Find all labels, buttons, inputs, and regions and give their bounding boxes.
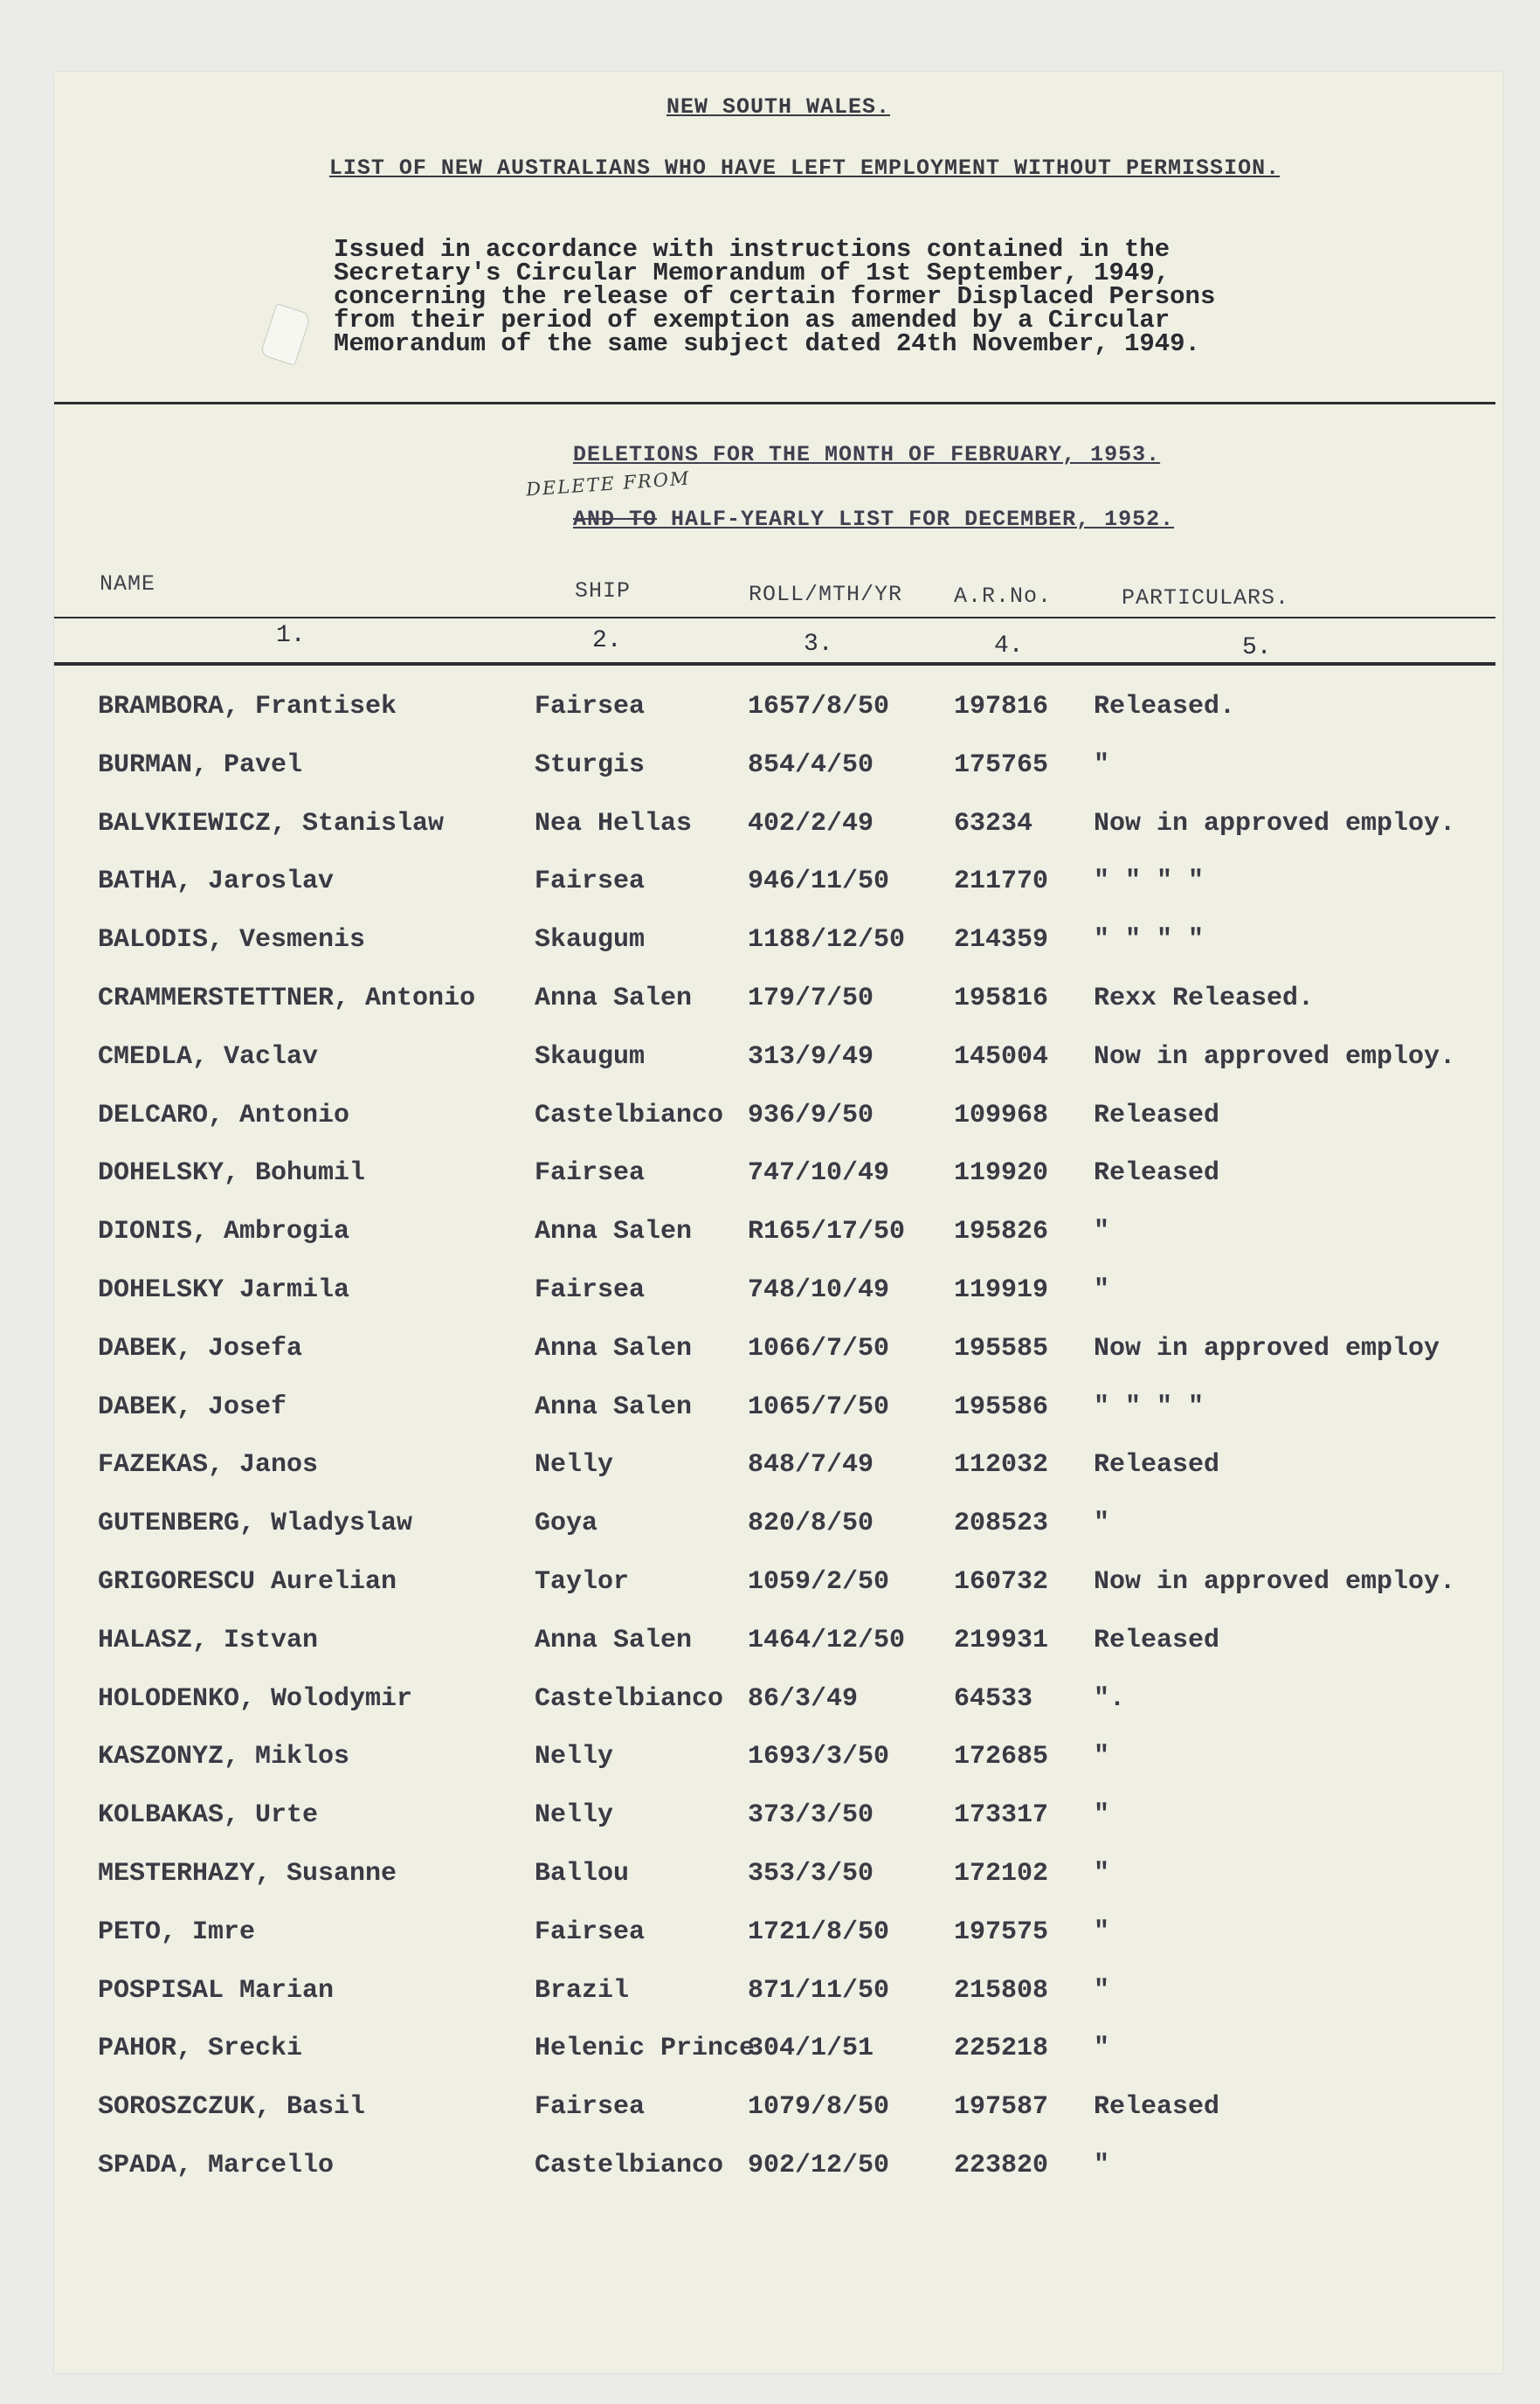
row-ship: Fairsea xyxy=(535,1275,646,1305)
row-ship: Anna Salen xyxy=(535,1392,693,1422)
row-name: POSPISAL Marian xyxy=(98,1975,335,2006)
row-name: SOROSZCZUK, Basil xyxy=(98,2092,366,2123)
row-particulars: Released xyxy=(1094,1625,1220,1655)
row-ar-number: 119920 xyxy=(954,1158,1049,1189)
row-particulars: " xyxy=(1094,1859,1110,1889)
intro-line: concerning the release of certain former Displaced Persons xyxy=(334,282,1216,311)
row-roll: 1657/8/50 xyxy=(748,692,890,722)
table-row xyxy=(54,1101,1502,1150)
row-particulars: " xyxy=(1094,1742,1110,1772)
row-roll: 902/12/50 xyxy=(748,2151,890,2180)
intro-line: Memorandum of the same subject dated 24th November, 1949. xyxy=(334,329,1200,358)
row-ar-number: 195586 xyxy=(954,1392,1049,1422)
row-name: KASZONYZ, Miklos xyxy=(98,1742,350,1772)
row-roll: 313/9/49 xyxy=(748,1041,874,1072)
intro-line: Issued in accordance with instructions contained in the xyxy=(334,235,1171,264)
column-number-2: 2. xyxy=(592,627,622,654)
row-name: PAHOR, Srecki xyxy=(98,2034,303,2064)
row-ar-number: 160732 xyxy=(954,1567,1049,1597)
document-title: NEW SOUTH WALES. xyxy=(666,94,891,120)
row-name: HALASZ, Istvan xyxy=(98,1625,319,1655)
table-row xyxy=(54,1158,1502,1207)
row-ship: Fairsea xyxy=(535,2092,646,2123)
row-particulars: " xyxy=(1094,2034,1110,2064)
row-ar-number: 109968 xyxy=(954,1100,1049,1130)
header-rule-thick xyxy=(54,662,1495,666)
column-number-5: 5. xyxy=(1242,634,1272,661)
row-ship: Anna Salen xyxy=(535,1625,693,1655)
table-row xyxy=(54,1742,1502,1791)
row-name: BRAMBORA, Frantisek xyxy=(98,692,397,722)
row-roll: 747/10/49 xyxy=(748,1158,890,1189)
row-ship: Anna Salen xyxy=(535,984,693,1013)
row-ship: Anna Salen xyxy=(535,1217,693,1247)
row-ship: Anna Salen xyxy=(535,1333,693,1364)
column-header-roll: ROLL/MTH/YR xyxy=(749,582,903,607)
table-row xyxy=(54,1859,1502,1908)
column-header-ship: SHIP xyxy=(575,578,632,604)
row-name: DOHELSKY Jarmila xyxy=(98,1275,350,1305)
row-roll: 304/1/51 xyxy=(748,2034,874,2064)
row-name: HOLODENKO, Wolodymir xyxy=(98,1683,413,1714)
column-header-name: NAME xyxy=(100,571,156,597)
row-ar-number: 215808 xyxy=(954,1975,1049,2006)
row-particulars: Released. xyxy=(1094,692,1236,722)
row-ship: Nea Hellas xyxy=(535,808,693,839)
table-row xyxy=(54,1450,1502,1499)
row-roll: 1464/12/50 xyxy=(748,1625,906,1655)
row-ar-number: 225218 xyxy=(954,2034,1049,2064)
row-roll: R165/17/50 xyxy=(748,1217,906,1247)
row-ship: Brazil xyxy=(535,1975,630,2006)
row-particulars: Now in approved employ xyxy=(1094,1333,1440,1364)
row-particulars: Released xyxy=(1094,2092,1220,2123)
deletions-heading: DELETIONS FOR THE MONTH OF FEBRUARY, 1953. xyxy=(573,442,1161,467)
row-particulars: " xyxy=(1094,1917,1110,1947)
row-ar-number: 197587 xyxy=(954,2092,1049,2123)
row-particulars: " xyxy=(1094,2151,1110,2180)
table-row xyxy=(54,2092,1502,2141)
row-name: GUTENBERG, Wladyslaw xyxy=(98,1509,413,1539)
row-name: CMEDLA, Vaclav xyxy=(98,1041,319,1072)
row-particulars: " xyxy=(1094,1800,1110,1831)
row-name: GRIGORESCU Aurelian xyxy=(98,1567,397,1597)
row-ship: Fairsea xyxy=(535,1917,646,1947)
table-row xyxy=(54,867,1502,915)
table-row xyxy=(54,1042,1502,1091)
table-row xyxy=(54,692,1502,741)
table-row xyxy=(54,984,1502,1033)
row-name: DOHELSKY, Bohumil xyxy=(98,1158,366,1189)
row-particulars: ". xyxy=(1094,1683,1126,1714)
row-particulars: Now in approved employ. xyxy=(1094,1567,1456,1597)
table-row xyxy=(54,925,1502,974)
row-name: CRAMMERSTETTNER, Antonio xyxy=(98,984,476,1013)
row-particulars: " " " " xyxy=(1094,1392,1205,1422)
row-ar-number: 119919 xyxy=(954,1275,1049,1305)
table-row xyxy=(54,2034,1502,2083)
row-particulars: Released xyxy=(1094,1100,1220,1130)
row-particulars: " " " " xyxy=(1094,867,1205,897)
row-roll: 86/3/49 xyxy=(748,1683,859,1714)
row-name: SPADA, Marcello xyxy=(98,2151,335,2180)
row-ar-number: 211770 xyxy=(954,867,1049,897)
table-row xyxy=(54,1626,1502,1675)
row-ar-number: 173317 xyxy=(954,1800,1049,1831)
table-row xyxy=(54,1275,1502,1324)
row-particulars: " xyxy=(1094,1275,1110,1305)
row-ship: Fairsea xyxy=(535,692,646,722)
table-row xyxy=(54,1976,1502,2025)
row-name: BURMAN, Pavel xyxy=(98,750,303,780)
row-ar-number: 112032 xyxy=(954,1450,1049,1481)
row-ar-number: 219931 xyxy=(954,1625,1049,1655)
row-name: KOLBAKAS, Urte xyxy=(98,1800,319,1831)
row-ship: Fairsea xyxy=(535,1158,646,1189)
half-yearly-heading xyxy=(573,507,1174,532)
row-ship: Helenic Prince xyxy=(535,2034,756,2064)
row-roll: 353/3/50 xyxy=(748,1859,874,1889)
row-roll: 854/4/50 xyxy=(748,750,874,780)
row-roll: 373/3/50 xyxy=(748,1800,874,1831)
row-particulars: Now in approved employ. xyxy=(1094,1041,1456,1072)
row-name: MESTERHAZY, Susanne xyxy=(98,1859,397,1889)
row-roll: 946/11/50 xyxy=(748,867,890,897)
row-ar-number: 223820 xyxy=(954,2151,1049,2180)
table-row xyxy=(54,1392,1502,1441)
column-number-4: 4. xyxy=(994,632,1024,660)
row-ship: Fairsea xyxy=(535,867,646,897)
row-roll: 1079/8/50 xyxy=(748,2092,890,2123)
row-roll: 1059/2/50 xyxy=(748,1567,890,1597)
row-name: PETO, Imre xyxy=(98,1917,256,1947)
row-ship: Castelbianco xyxy=(535,1100,724,1130)
row-name: BALODIS, Vesmenis xyxy=(98,925,366,956)
row-ship: Castelbianco xyxy=(535,2151,724,2180)
row-ship: Skaugum xyxy=(535,1041,646,1072)
row-roll: 402/2/49 xyxy=(748,808,874,839)
document-subtitle: LIST OF NEW AUSTRALIANS WHO HAVE LEFT EMPLOYMENT WITHOUT PERMISSION. xyxy=(328,155,1281,181)
row-name: BALVKIEWICZ, Stanislaw xyxy=(98,808,445,839)
row-ship: Nelly xyxy=(535,1742,614,1772)
table-row xyxy=(54,750,1502,799)
column-header-ar: A.R.No. xyxy=(954,584,1053,609)
row-name: FAZEKAS, Janos xyxy=(98,1450,319,1481)
row-name: DELCARO, Antonio xyxy=(98,1100,350,1130)
separator-rule xyxy=(54,402,1495,404)
row-particulars: Released xyxy=(1094,1158,1220,1189)
row-ar-number: 175765 xyxy=(954,750,1049,780)
row-particulars: Released xyxy=(1094,1450,1220,1481)
row-roll: 820/8/50 xyxy=(748,1509,874,1539)
row-ship: Ballou xyxy=(535,1859,630,1889)
row-particulars: " " " " xyxy=(1094,925,1205,956)
struck-text: AND TO xyxy=(573,507,658,532)
row-ship: Castelbianco xyxy=(535,1683,724,1714)
row-ar-number: 64533 xyxy=(954,1683,1033,1714)
row-roll: 1065/7/50 xyxy=(748,1392,890,1422)
row-ship: Sturgis xyxy=(535,750,646,780)
row-particulars: Now in approved employ. xyxy=(1094,808,1456,839)
row-name: DABEK, Josefa xyxy=(98,1333,303,1364)
row-ar-number: 214359 xyxy=(954,925,1049,956)
row-ship: Skaugum xyxy=(535,925,646,956)
row-ship: Goya xyxy=(535,1509,598,1539)
row-roll: 179/7/50 xyxy=(748,984,874,1013)
row-particulars: Rexx Released. xyxy=(1094,984,1315,1013)
column-number-1: 1. xyxy=(276,622,306,649)
row-ar-number: 195585 xyxy=(954,1333,1049,1364)
row-particulars: " xyxy=(1094,1217,1110,1247)
staple-hole xyxy=(259,303,311,366)
row-ar-number: 195816 xyxy=(954,984,1049,1013)
row-roll: 1721/8/50 xyxy=(748,1917,890,1947)
row-roll: 871/11/50 xyxy=(748,1975,890,2006)
row-roll: 1188/12/50 xyxy=(748,925,906,956)
row-ar-number: 172685 xyxy=(954,1742,1049,1772)
row-particulars: " xyxy=(1094,1975,1110,2006)
document-page xyxy=(54,72,1502,2373)
row-particulars: " xyxy=(1094,750,1110,780)
row-ar-number: 172102 xyxy=(954,1859,1049,1889)
handwritten-note: DELETE FROM xyxy=(525,467,692,501)
row-ar-number: 197816 xyxy=(954,692,1049,722)
header-rule xyxy=(54,617,1495,618)
table-row xyxy=(54,1684,1502,1733)
intro-paragraph xyxy=(334,235,1295,358)
intro-line: from their period of exemption as amended by a Circular xyxy=(334,306,1171,335)
row-ar-number: 63234 xyxy=(954,808,1033,839)
row-name: DABEK, Josef xyxy=(98,1392,287,1422)
table-row xyxy=(54,1800,1502,1849)
row-name: BATHA, Jaroslav xyxy=(98,867,335,897)
row-roll: 1066/7/50 xyxy=(748,1333,890,1364)
table-row xyxy=(54,1217,1502,1266)
row-ship: Taylor xyxy=(535,1567,630,1597)
column-number-3: 3. xyxy=(804,631,833,658)
intro-line: Secretary's Circular Memorandum of 1st September, 1949, xyxy=(334,259,1171,287)
row-ship: Nelly xyxy=(535,1800,614,1831)
row-ar-number: 197575 xyxy=(954,1917,1049,1947)
row-roll: 748/10/49 xyxy=(748,1275,890,1305)
row-ar-number: 195826 xyxy=(954,1217,1049,1247)
table-row xyxy=(54,1334,1502,1383)
table-row xyxy=(54,1509,1502,1558)
row-roll: 936/9/50 xyxy=(748,1100,874,1130)
row-name: DIONIS, Ambrogia xyxy=(98,1217,350,1247)
table-row xyxy=(54,1567,1502,1616)
row-ship: Nelly xyxy=(535,1450,614,1481)
row-ar-number: 145004 xyxy=(954,1041,1049,1072)
row-ar-number: 208523 xyxy=(954,1509,1049,1539)
table-row xyxy=(54,1917,1502,1966)
table-row xyxy=(54,809,1502,858)
row-roll: 848/7/49 xyxy=(748,1450,874,1481)
column-header-particulars: PARTICULARS. xyxy=(1122,585,1290,611)
table-row xyxy=(54,2151,1502,2200)
row-roll: 1693/3/50 xyxy=(748,1742,890,1772)
half-yearly-label: HALF-YEARLY LIST FOR DECEMBER, 1952. xyxy=(671,507,1175,532)
row-particulars: " xyxy=(1094,1509,1110,1539)
